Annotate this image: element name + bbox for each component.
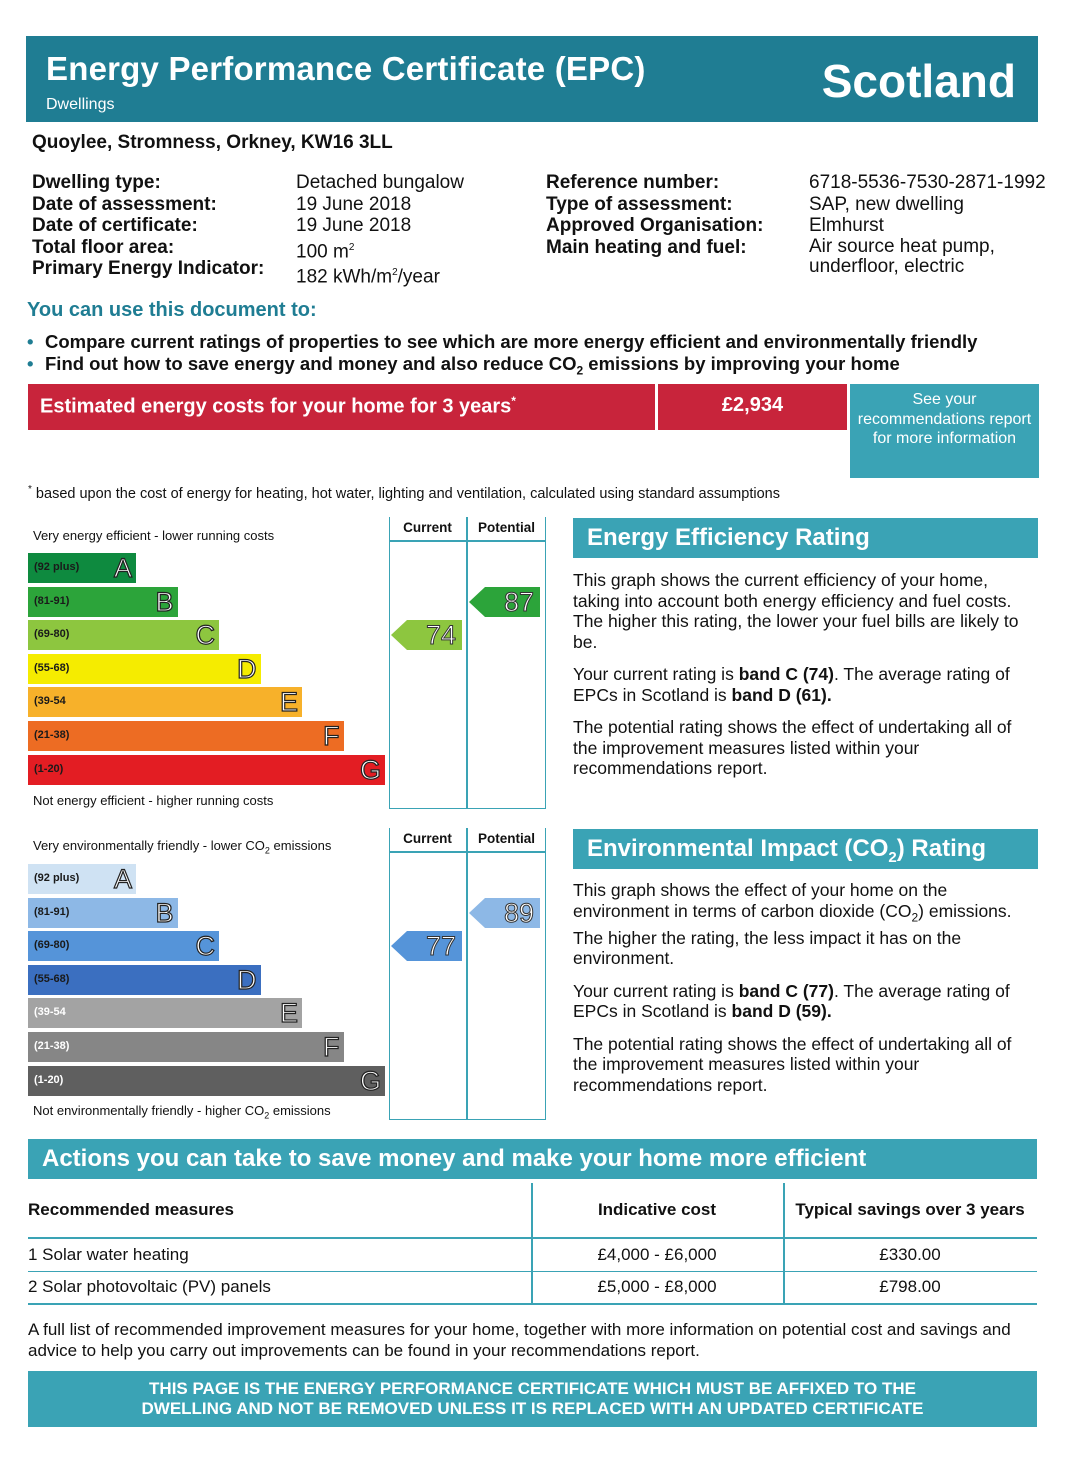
info-value: 19 June 2018 <box>296 193 412 215</box>
potential-column-header: Potential <box>477 831 535 846</box>
eer-panel-text <box>573 570 1033 791</box>
band-letter: A <box>113 553 132 583</box>
scale-top-label: Very environmentally friendly - lower $CO_2$ emissions <box>33 838 332 856</box>
band-letter: E <box>279 687 298 718</box>
rating-band-d <box>28 654 261 684</box>
info-value-floor-area <box>296 237 464 263</box>
column-header: Indicative cost <box>597 1200 717 1219</box>
rating-band-b <box>28 587 178 617</box>
chart-frame <box>389 517 546 809</box>
header-divider <box>389 540 546 542</box>
band-letter: F <box>323 1032 340 1062</box>
estimated-costs-label: Estimated energy costs for your home for 3 years* <box>28 384 655 430</box>
current-rating-arrow <box>391 931 462 961</box>
scale-top-label: Very energy efficient - lower running costs <box>33 528 275 543</box>
column-divider <box>466 517 468 809</box>
current-column-header: Current <box>403 520 452 535</box>
current-rating-arrow <box>391 620 462 650</box>
info-label: Reference number: <box>546 172 720 193</box>
use-bullet-list <box>27 331 977 382</box>
footer-line: DWELLING AND NOT BE REMOVED UNLESS IT IS REPLACED WITH AN UPDATED CERTIFICATE <box>141 1399 924 1418</box>
band-range: (1-20) <box>34 762 64 775</box>
band-letter: G <box>359 1065 381 1096</box>
info-label: Total floor area: <box>32 236 175 258</box>
band-letter: E <box>279 998 298 1029</box>
rating-band-e <box>28 998 302 1028</box>
savings-cell: £330.00 <box>879 1244 941 1264</box>
bullet-text: Compare current ratings of properties to see which are more energy efficient and environmentally friendly <box>45 331 978 352</box>
band-range: (1-20) <box>34 1073 64 1086</box>
rating-band-d <box>28 965 261 995</box>
use-section-title: You can use this document to: <box>27 299 317 321</box>
band-range: (39-54 <box>34 695 66 708</box>
bullet-icon: • <box>27 331 34 352</box>
dwelling-info-right <box>546 172 763 258</box>
header-divider <box>389 851 546 853</box>
band-letter: C <box>195 620 215 651</box>
savings-cell: £798.00 <box>879 1277 941 1297</box>
scale-bottom-label: Not environmentally friendly - higher $CO_2$ emissions <box>33 1103 331 1121</box>
column-header: Recommended measures <box>28 1200 234 1219</box>
see-recommendations-box: See your recommendations report for more information <box>850 384 1039 478</box>
info-label: Date of certificate: <box>32 215 198 236</box>
current-column-header: Current <box>403 831 452 846</box>
measures-table <box>28 1183 1037 1305</box>
potential-rating-arrow-value: 89 <box>503 897 534 928</box>
pei-unit-tail: /year <box>397 266 440 288</box>
info-label: Date of assessment: <box>32 193 217 215</box>
band-letter: B <box>155 897 174 928</box>
info-value: 6718-5536-7530-2871-1992 <box>809 172 1046 193</box>
info-label: Primary Energy Indicator: <box>32 258 265 279</box>
chart-frame <box>389 828 546 1120</box>
potential-column-header: Potential <box>477 520 535 535</box>
footer-line: THIS PAGE IS THE ENERGY PERFORMANCE CERTIFICATE WHICH MUST BE AFFIXED TO THE <box>149 1379 916 1398</box>
rating-band-e <box>28 687 302 717</box>
table-header-row <box>28 1183 1037 1238</box>
paragraph: Your current rating is band C (74). The average rating of EPCs in Scotland is band D (61). <box>573 664 1010 705</box>
eir-panel-title: Environmental Impact $(CO_2)$ Rating <box>573 829 1038 869</box>
info-value-pei <box>296 262 464 288</box>
bullet-icon: • <box>27 353 34 374</box>
dwelling-info-left-values <box>296 172 464 288</box>
band-range: (21-38) <box>34 729 70 741</box>
rating-band-a <box>28 553 136 583</box>
band-range: (81-91) <box>34 594 70 607</box>
info-value: Air source heat pump, <box>809 235 995 257</box>
potential-rating-arrow <box>469 587 540 617</box>
band-range: (81-91) <box>34 905 70 918</box>
band-range: (39-54 <box>34 1006 66 1019</box>
band-letter: B <box>155 586 174 617</box>
band-range: (69-80) <box>34 939 70 952</box>
list-item <box>27 331 977 353</box>
paragraph: The potential rating shows the effect of undertaking all of the improvement measures listed within your recommendations report. <box>573 1033 1012 1095</box>
band-range: (21-38) <box>34 1040 70 1052</box>
column-divider <box>531 1183 533 1305</box>
info-label: Dwelling type: <box>32 172 161 193</box>
eer-panel-title: Energy Efficiency Rating <box>573 518 1038 558</box>
table-row <box>28 1271 1037 1304</box>
rating-band-f <box>28 1032 344 1062</box>
info-label: Approved Organisation: <box>546 215 764 236</box>
measure-cell: 2 Solar photovoltaic (PV) panels <box>28 1277 271 1297</box>
rating-band-c <box>28 620 219 650</box>
rating-band-f <box>28 721 344 751</box>
scale-bottom-label: Not energy efficient - higher running costs <box>33 793 274 808</box>
dwelling-info-left <box>32 172 264 280</box>
current-rating-arrow-value: 77 <box>425 931 456 962</box>
unit-superscript: 2 <box>392 267 398 279</box>
pei-value: 182 kWh/m <box>296 266 393 288</box>
column-header: Typical savings over 3 years <box>795 1200 1025 1219</box>
paragraph: The potential rating shows the effect of undertaking all of the improvement measures listed within your recommendations report. <box>573 717 1012 778</box>
band-range: (55-68) <box>34 661 70 674</box>
full-list-note: A full list of recommended improvement measures for your home, together with more information on potential cost and savings and advice to help you carry out improvements can be found in your recommendations report. <box>28 1320 1011 1360</box>
band-range: (92 plus) <box>34 561 80 573</box>
potential-rating-arrow <box>469 898 540 928</box>
band-letter: A <box>113 864 132 894</box>
info-value: Elmhurst <box>809 215 884 236</box>
bullet-text: Find out how to save energy and money and also reduce $CO_2$ emissions by improving your home <box>45 353 900 378</box>
document-subtitle: Dwellings <box>46 96 115 113</box>
epc-header <box>26 36 1038 122</box>
measure-cell: 1 Solar water heating <box>28 1244 189 1264</box>
band-range: (55-68) <box>34 972 70 985</box>
property-address: Quoylee, Stromness, Orkney, KW16 3LL <box>32 132 393 153</box>
floor-area-value: 100 m <box>296 240 349 262</box>
column-divider <box>466 828 468 1120</box>
costs-footnote: * based upon the cost of energy for heating, hot water, lighting and ventilation, calculated using standard assumptions <box>28 484 780 502</box>
current-rating-arrow-value: 74 <box>425 620 456 651</box>
info-value: 19 June 2018 <box>296 215 412 236</box>
band-letter: C <box>195 931 215 962</box>
potential-rating-arrow-value: 87 <box>503 586 534 617</box>
info-label: Main heating and fuel: <box>546 236 747 258</box>
table-row <box>28 1238 1037 1271</box>
rating-band-g <box>28 1066 385 1096</box>
info-value: Detached bungalow <box>296 172 464 193</box>
info-label: Type of assessment: <box>546 193 733 215</box>
document-title: Energy Performance Certificate (EPC) <box>46 50 646 87</box>
cost-cell: £4,000 - £6,000 <box>597 1244 717 1264</box>
country-label: Scotland <box>821 55 1016 107</box>
band-letter: D <box>237 653 257 684</box>
paragraph: This graph shows the current efficiency of your home, taking into account both energy efficiency and fuel costs. The higher this rating, the lower your fuel bills are likely to be. <box>573 570 1019 652</box>
info-value: SAP, new dwelling <box>809 193 964 215</box>
info-value: underfloor, electric <box>809 255 965 277</box>
cost-cell: £5,000 - £8,000 <box>597 1277 717 1297</box>
column-divider <box>783 1183 785 1305</box>
rating-band-g <box>28 755 385 785</box>
estimated-costs-value: £2,934 <box>658 384 847 430</box>
band-letter: D <box>237 964 257 995</box>
rating-band-a <box>28 864 136 894</box>
band-range: (92 plus) <box>34 872 80 884</box>
rating-band-b <box>28 898 178 928</box>
rating-band-c <box>28 931 219 961</box>
list-item <box>27 353 977 382</box>
actions-title: Actions you can take to save money and make your home more efficient <box>28 1139 1037 1179</box>
band-letter: G <box>359 754 381 785</box>
band-letter: F <box>323 721 340 751</box>
band-range: (69-80) <box>34 628 70 641</box>
paragraph: Your current rating is band C (77). The average rating of EPCs in Scotland is band D (59). <box>573 980 1010 1021</box>
footer-notice <box>28 1371 1037 1427</box>
paragraph: This graph shows the effect of your home on the environment in terms of carbon dioxide $(CO_2)$ emissions. The higher the rating, the less impact it has on the environment. <box>573 880 1012 968</box>
eir-panel-text <box>573 880 1033 1107</box>
unit-superscript: 2 <box>348 241 355 253</box>
dwelling-info-right-values <box>809 172 1046 277</box>
